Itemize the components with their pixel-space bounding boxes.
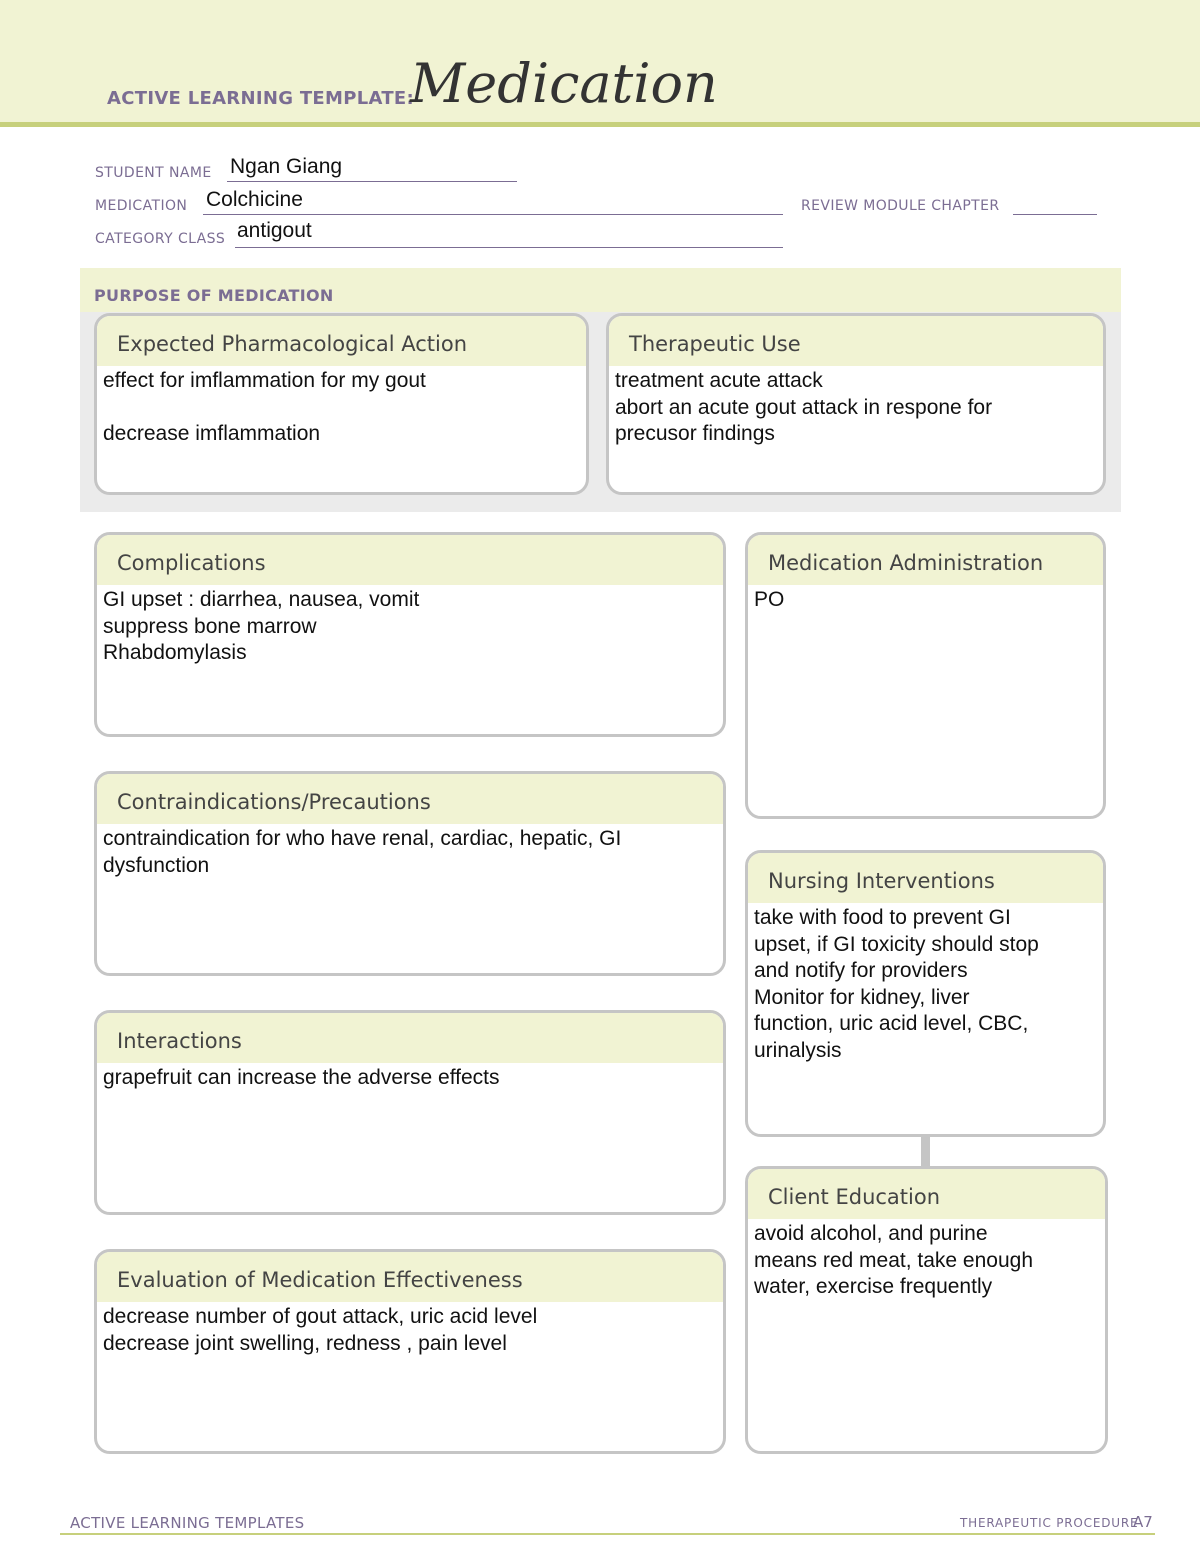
student-name-value[interactable]: Ngan Giang bbox=[230, 155, 343, 178]
client-education-box bbox=[745, 1166, 1108, 1454]
therapeutic-use-text[interactable]: treatment acute attack abort an acute gout attack in respone for precusor findings bbox=[615, 369, 993, 445]
interactions-title: Interactions bbox=[117, 1029, 242, 1053]
category-class-line bbox=[235, 247, 783, 248]
template-label: ACTIVE LEARNING TEMPLATE: bbox=[107, 88, 414, 109]
expected-action-box bbox=[94, 313, 589, 495]
footer-divider bbox=[60, 1533, 1155, 1535]
purpose-heading-bar bbox=[80, 268, 1121, 312]
complications-title: Complications bbox=[117, 551, 266, 575]
purpose-heading: PURPOSE OF MEDICATION bbox=[94, 286, 334, 305]
review-module-label: REVIEW MODULE CHAPTER bbox=[801, 198, 1000, 214]
complications-box bbox=[94, 532, 726, 737]
page-number: A7 bbox=[1133, 1513, 1153, 1531]
evaluation-box bbox=[94, 1249, 726, 1454]
category-class-field bbox=[95, 219, 795, 259]
template-header bbox=[0, 0, 1200, 127]
nursing-interventions-box bbox=[745, 850, 1106, 1137]
page-title: Medication bbox=[410, 52, 718, 115]
client-education-title: Client Education bbox=[768, 1185, 941, 1209]
box-connector bbox=[921, 1134, 930, 1166]
nursing-interventions-text[interactable]: take with food to prevent GI upset, if GI toxicity should stop and notify for providers Monitor for kidney, liver function, uric acid level, CBC, urinalysis bbox=[754, 906, 1039, 1062]
category-class-label: CATEGORY CLASS bbox=[95, 231, 226, 247]
client-education-text[interactable]: avoid alcohol, and purine means red meat, take enough water, exercise frequently bbox=[754, 1222, 1034, 1298]
administration-box bbox=[745, 532, 1106, 819]
therapeutic-use-title: Therapeutic Use bbox=[629, 332, 801, 356]
contraindications-title: Contraindications/Precautions bbox=[117, 790, 431, 814]
student-name-line bbox=[227, 181, 517, 182]
administration-title: Medication Administration bbox=[768, 551, 1044, 575]
category-class-value[interactable]: antigout bbox=[237, 219, 312, 242]
evaluation-text[interactable]: decrease number of gout attack, uric acid level decrease joint swelling, redness , pain level bbox=[103, 1305, 538, 1355]
contraindications-box bbox=[94, 771, 726, 976]
medication-label: MEDICATION bbox=[95, 198, 188, 214]
therapeutic-use-box bbox=[606, 313, 1106, 495]
review-module-field bbox=[801, 198, 1101, 226]
contraindications-text[interactable]: contraindication for who have renal, cardiac, hepatic, GI dysfunction bbox=[103, 827, 622, 877]
evaluation-title: Evaluation of Medication Effectiveness bbox=[117, 1268, 523, 1292]
interactions-box bbox=[94, 1010, 726, 1215]
interactions-text[interactable]: grapefruit can increase the adverse effects bbox=[103, 1066, 500, 1089]
expected-action-title: Expected Pharmacological Action bbox=[117, 332, 468, 356]
student-name-label: STUDENT NAME bbox=[95, 165, 212, 181]
medication-field bbox=[95, 188, 795, 226]
expected-action-text[interactable]: effect for imflammation for my gout decrease imflammation bbox=[103, 369, 426, 445]
footer-left-text: ACTIVE LEARNING TEMPLATES bbox=[70, 1514, 305, 1532]
footer-right-text: THERAPEUTIC PROCEDURE bbox=[960, 1516, 1139, 1530]
student-name-field bbox=[95, 155, 525, 193]
medication-value[interactable]: Colchicine bbox=[206, 188, 303, 211]
medication-line bbox=[203, 214, 783, 215]
administration-text[interactable]: PO bbox=[754, 588, 785, 611]
complications-text[interactable]: GI upset : diarrhea, nausea, vomit suppress bone marrow Rhabdomylasis bbox=[103, 588, 420, 664]
nursing-interventions-title: Nursing Interventions bbox=[768, 869, 995, 893]
review-module-line[interactable] bbox=[1013, 214, 1097, 215]
